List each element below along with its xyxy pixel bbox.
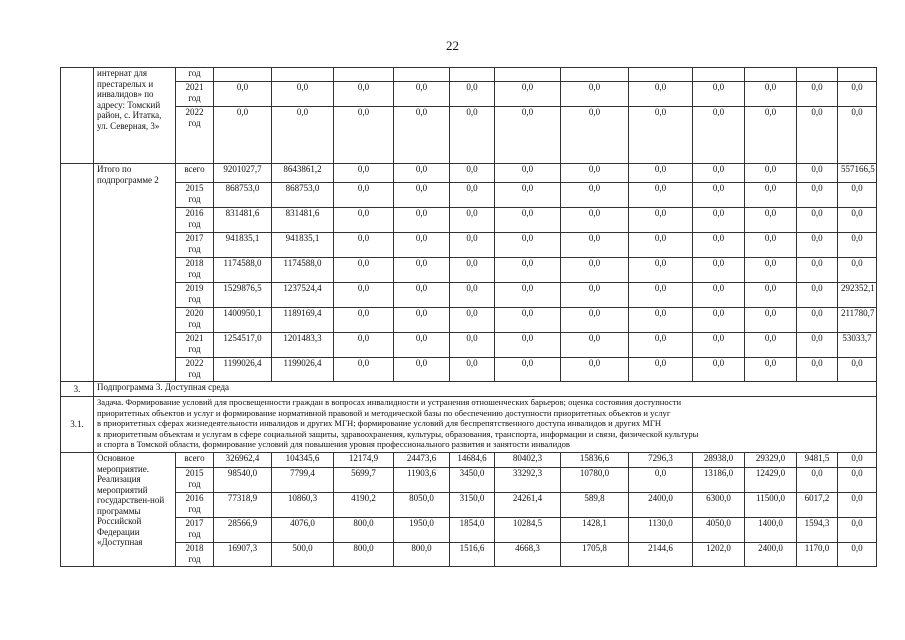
value-cell: 0,0 xyxy=(495,283,561,308)
budget-table xyxy=(60,67,877,567)
task-line: в приоритетных сферах жизнедеятельности инвалидов и других МГН; формирование условий для беспрепятственного доступа инвалидов и других МГН xyxy=(97,418,662,429)
value-cell: 0,0 xyxy=(693,82,745,107)
value-cell: 0,0 xyxy=(561,233,629,258)
value-cell xyxy=(394,68,450,82)
table-row xyxy=(61,208,877,233)
row-index-cell xyxy=(61,68,94,164)
value-cell: 0,0 xyxy=(450,258,495,283)
value-cell: 28938,0 xyxy=(693,453,745,468)
value-cell: 0,0 xyxy=(797,333,838,358)
value-cell: 10284,5 xyxy=(495,518,561,543)
value-cell: 0,0 xyxy=(629,107,693,164)
value-cell: 941835,1 xyxy=(214,233,272,258)
year-cell: 2017 год xyxy=(176,518,214,543)
value-cell: 0,0 xyxy=(693,333,745,358)
value-cell: 0,0 xyxy=(334,183,394,208)
value-cell: 0,0 xyxy=(838,233,877,258)
value-cell: 0,0 xyxy=(394,308,450,333)
value-cell: 4668,3 xyxy=(495,543,561,567)
value-cell: 24261,4 xyxy=(495,493,561,518)
year-cell: 2018 год xyxy=(176,543,214,567)
value-cell: 1854,0 xyxy=(450,518,495,543)
value-cell: 6017,2 xyxy=(797,493,838,518)
value-cell: 0,0 xyxy=(629,308,693,333)
value-cell: 326962,4 xyxy=(214,453,272,468)
value-cell: 0,0 xyxy=(561,164,629,183)
value-cell: 9481,5 xyxy=(797,453,838,468)
value-cell: 0,0 xyxy=(797,308,838,333)
value-cell: 0,0 xyxy=(629,358,693,382)
table-row xyxy=(61,82,877,107)
value-cell: 0,0 xyxy=(561,283,629,308)
value-cell: 0,0 xyxy=(450,308,495,333)
value-cell: 0,0 xyxy=(797,358,838,382)
value-cell: 211780,7 xyxy=(838,308,877,333)
table-row xyxy=(61,107,877,164)
value-cell: 0,0 xyxy=(495,308,561,333)
value-cell: 24473,6 xyxy=(394,453,450,468)
value-cell: 0,0 xyxy=(797,164,838,183)
value-cell: 0,0 xyxy=(394,258,450,283)
row-label-cell: интернат для престарелых и инвалидов» по адресу: Томский район, с. Итатка, ул. Северная, 3» xyxy=(94,68,176,164)
task-index: 3.1. xyxy=(61,397,94,453)
value-cell: 0,0 xyxy=(693,164,745,183)
value-cell: 0,0 xyxy=(693,258,745,283)
value-cell: 0,0 xyxy=(745,164,797,183)
table-row xyxy=(61,68,877,82)
value-cell: 0,0 xyxy=(450,333,495,358)
value-cell: 0,0 xyxy=(394,358,450,382)
table-row xyxy=(61,308,877,333)
value-cell: 0,0 xyxy=(838,82,877,107)
value-cell: 16907,3 xyxy=(214,543,272,567)
value-cell xyxy=(272,68,334,82)
value-cell: 15836,6 xyxy=(561,453,629,468)
table-row xyxy=(61,543,877,567)
value-cell: 0,0 xyxy=(629,258,693,283)
table-row xyxy=(61,468,877,493)
value-cell: 0,0 xyxy=(629,233,693,258)
value-cell: 0,0 xyxy=(561,258,629,283)
value-cell: 1170,0 xyxy=(797,543,838,567)
value-cell: 53033,7 xyxy=(838,333,877,358)
value-cell: 2144,6 xyxy=(629,543,693,567)
year-cell: 2021 год xyxy=(176,333,214,358)
value-cell: 11500,0 xyxy=(745,493,797,518)
value-cell: 10860,3 xyxy=(272,493,334,518)
value-cell: 557166,5 xyxy=(838,164,877,183)
value-cell: 0,0 xyxy=(561,183,629,208)
value-cell: 0,0 xyxy=(838,358,877,382)
value-cell: 0,0 xyxy=(394,183,450,208)
value-cell: 0,0 xyxy=(561,333,629,358)
value-cell: 80402,3 xyxy=(495,453,561,468)
value-cell: 0,0 xyxy=(450,183,495,208)
value-cell: 0,0 xyxy=(495,183,561,208)
value-cell: 0,0 xyxy=(797,233,838,258)
value-cell: 0,0 xyxy=(838,107,877,164)
task-line: и спорта в Томской области, формирование условий для повышения уровня профессионального развития и занятости инвалидов xyxy=(97,439,570,450)
value-cell: 0,0 xyxy=(495,358,561,382)
value-cell: 0,0 xyxy=(561,358,629,382)
value-cell: 0,0 xyxy=(693,308,745,333)
value-cell: 1516,6 xyxy=(450,543,495,567)
value-cell: 8050,0 xyxy=(394,493,450,518)
table-row xyxy=(61,283,877,308)
value-cell: 10780,0 xyxy=(561,468,629,493)
value-cell: 0,0 xyxy=(745,233,797,258)
value-cell: 0,0 xyxy=(450,233,495,258)
value-cell: 0,0 xyxy=(745,258,797,283)
value-cell: 1199026,4 xyxy=(272,358,334,382)
value-cell: 3450,0 xyxy=(450,468,495,493)
task-row xyxy=(61,397,877,453)
row-index-cell xyxy=(61,164,94,382)
value-cell: 0,0 xyxy=(394,283,450,308)
year-cell: всего xyxy=(176,453,214,468)
value-cell: 0,0 xyxy=(561,107,629,164)
value-cell: 33292,3 xyxy=(495,468,561,493)
value-cell: 0,0 xyxy=(214,107,272,164)
value-cell: 500,0 xyxy=(272,543,334,567)
year-cell: 2021 год xyxy=(176,82,214,107)
value-cell: 0,0 xyxy=(450,208,495,233)
value-cell: 0,0 xyxy=(629,333,693,358)
value-cell: 0,0 xyxy=(495,233,561,258)
value-cell: 77318,9 xyxy=(214,493,272,518)
value-cell: 0,0 xyxy=(334,333,394,358)
value-cell: 2400,0 xyxy=(745,543,797,567)
value-cell: 0,0 xyxy=(334,82,394,107)
task-description xyxy=(94,397,877,453)
value-cell: 0,0 xyxy=(838,183,877,208)
value-cell: 0,0 xyxy=(450,82,495,107)
value-cell: 104345,6 xyxy=(272,453,334,468)
value-cell: 0,0 xyxy=(745,82,797,107)
value-cell: 1400,0 xyxy=(745,518,797,543)
value-cell: 941835,1 xyxy=(272,233,334,258)
value-cell: 0,0 xyxy=(394,164,450,183)
row-index-cell xyxy=(61,453,94,567)
subprogram-index: 3. xyxy=(61,382,94,397)
value-cell: 1950,0 xyxy=(394,518,450,543)
value-cell: 0,0 xyxy=(629,164,693,183)
value-cell: 0,0 xyxy=(745,358,797,382)
value-cell: 0,0 xyxy=(693,283,745,308)
table-row xyxy=(61,453,877,468)
value-cell: 1529876,5 xyxy=(214,283,272,308)
value-cell: 0,0 xyxy=(334,233,394,258)
task-line: приоритетных объектов и услуг и формирование нормативной правовой и методической базы по обеспечению доступности приоритетных объектов и услуг xyxy=(97,407,671,418)
value-cell: 831481,6 xyxy=(214,208,272,233)
row-label-cell: Основное мероприятие. Реализация мероприятий государствен-ной программы Российской Федерации «Доступная xyxy=(94,453,176,567)
value-cell: 1400950,1 xyxy=(214,308,272,333)
value-cell: 1199026,4 xyxy=(214,358,272,382)
value-cell xyxy=(561,68,629,82)
value-cell: 0,0 xyxy=(450,107,495,164)
value-cell: 0,0 xyxy=(797,107,838,164)
value-cell: 0,0 xyxy=(561,82,629,107)
value-cell: 800,0 xyxy=(334,518,394,543)
value-cell: 0,0 xyxy=(745,283,797,308)
value-cell: 0,0 xyxy=(334,107,394,164)
value-cell: 0,0 xyxy=(495,333,561,358)
value-cell: 2400,0 xyxy=(629,493,693,518)
year-cell: 2015 год xyxy=(176,183,214,208)
value-cell: 0,0 xyxy=(272,107,334,164)
value-cell: 0,0 xyxy=(629,208,693,233)
value-cell: 0,0 xyxy=(450,358,495,382)
value-cell: 12174,9 xyxy=(334,453,394,468)
row-label-cell: Итого по подпрограмме 2 xyxy=(94,164,176,382)
value-cell: 7296,3 xyxy=(629,453,693,468)
value-cell: 1705,8 xyxy=(561,543,629,567)
task-line: к приоритетным объектам и услугам в сфере социальной защиты, здравоохранения, культуры, образования, транспорта, информации и связи, физической культуры xyxy=(97,428,699,439)
value-cell: 0,0 xyxy=(272,82,334,107)
value-cell: 29329,0 xyxy=(745,453,797,468)
value-cell xyxy=(629,68,693,82)
year-cell: всего xyxy=(176,164,214,183)
value-cell: 7799,4 xyxy=(272,468,334,493)
value-cell: 0,0 xyxy=(745,308,797,333)
value-cell xyxy=(838,68,877,82)
subprogram-row xyxy=(61,382,877,397)
value-cell: 0,0 xyxy=(838,518,877,543)
value-cell: 14684,6 xyxy=(450,453,495,468)
value-cell: 6300,0 xyxy=(693,493,745,518)
value-cell xyxy=(495,68,561,82)
value-cell: 0,0 xyxy=(334,308,394,333)
value-cell: 1130,0 xyxy=(629,518,693,543)
value-cell: 800,0 xyxy=(334,543,394,567)
value-cell: 0,0 xyxy=(334,283,394,308)
page-number: 22 xyxy=(446,38,459,53)
value-cell: 0,0 xyxy=(629,283,693,308)
value-cell: 0,0 xyxy=(495,164,561,183)
value-cell: 0,0 xyxy=(450,164,495,183)
value-cell: 868753,0 xyxy=(272,183,334,208)
value-cell xyxy=(693,68,745,82)
value-cell: 0,0 xyxy=(450,283,495,308)
value-cell xyxy=(214,68,272,82)
year-cell: 2018 год xyxy=(176,258,214,283)
value-cell: 0,0 xyxy=(394,208,450,233)
table-row xyxy=(61,493,877,518)
value-cell xyxy=(450,68,495,82)
value-cell: 0,0 xyxy=(745,208,797,233)
value-cell xyxy=(797,68,838,82)
value-cell xyxy=(745,68,797,82)
value-cell: 0,0 xyxy=(495,258,561,283)
value-cell: 0,0 xyxy=(838,543,877,567)
value-cell: 0,0 xyxy=(334,358,394,382)
value-cell: 4190,2 xyxy=(334,493,394,518)
value-cell: 1428,1 xyxy=(561,518,629,543)
value-cell: 0,0 xyxy=(693,208,745,233)
value-cell: 0,0 xyxy=(394,107,450,164)
value-cell xyxy=(334,68,394,82)
task-line: Задача. Формирование условий для просвещенности граждан в вопросах инвалидности и устранения отношенческих барьеров; оценка состояния доступности xyxy=(97,397,682,407)
value-cell: 0,0 xyxy=(797,258,838,283)
value-cell: 800,0 xyxy=(394,543,450,567)
value-cell: 0,0 xyxy=(693,358,745,382)
value-cell: 4076,0 xyxy=(272,518,334,543)
value-cell: 0,0 xyxy=(629,183,693,208)
value-cell: 0,0 xyxy=(495,82,561,107)
value-cell: 0,0 xyxy=(334,164,394,183)
year-cell: 2019 год xyxy=(176,283,214,308)
value-cell: 0,0 xyxy=(838,468,877,493)
value-cell: 0,0 xyxy=(838,453,877,468)
value-cell: 0,0 xyxy=(838,208,877,233)
value-cell: 0,0 xyxy=(797,468,838,493)
value-cell: 0,0 xyxy=(214,82,272,107)
value-cell: 831481,6 xyxy=(272,208,334,233)
value-cell: 0,0 xyxy=(838,493,877,518)
value-cell: 1189169,4 xyxy=(272,308,334,333)
year-cell: 2015 год xyxy=(176,468,214,493)
value-cell: 0,0 xyxy=(495,107,561,164)
table-row xyxy=(61,233,877,258)
value-cell: 12429,0 xyxy=(745,468,797,493)
year-cell: 2016 год xyxy=(176,493,214,518)
value-cell: 1237524,4 xyxy=(272,283,334,308)
value-cell: 0,0 xyxy=(334,258,394,283)
year-cell: год xyxy=(176,68,214,82)
value-cell: 0,0 xyxy=(797,82,838,107)
value-cell: 589,8 xyxy=(561,493,629,518)
value-cell: 0,0 xyxy=(561,308,629,333)
year-cell: 2016 год xyxy=(176,208,214,233)
value-cell: 1594,3 xyxy=(797,518,838,543)
value-cell: 13186,0 xyxy=(693,468,745,493)
table-row xyxy=(61,258,877,283)
value-cell: 0,0 xyxy=(693,233,745,258)
value-cell: 0,0 xyxy=(394,82,450,107)
value-cell: 0,0 xyxy=(495,208,561,233)
value-cell: 0,0 xyxy=(693,183,745,208)
value-cell: 0,0 xyxy=(394,233,450,258)
value-cell: 0,0 xyxy=(745,107,797,164)
value-cell: 11903,6 xyxy=(394,468,450,493)
year-cell: 2020 год xyxy=(176,308,214,333)
value-cell: 0,0 xyxy=(797,283,838,308)
value-cell: 0,0 xyxy=(394,333,450,358)
value-cell: 4050,0 xyxy=(693,518,745,543)
value-cell: 0,0 xyxy=(797,208,838,233)
value-cell: 292352,1 xyxy=(838,283,877,308)
value-cell: 0,0 xyxy=(334,208,394,233)
value-cell: 28566,9 xyxy=(214,518,272,543)
value-cell: 0,0 xyxy=(629,468,693,493)
year-cell: 2022 год xyxy=(176,107,214,164)
value-cell: 1174588,0 xyxy=(272,258,334,283)
value-cell: 0,0 xyxy=(561,208,629,233)
value-cell: 9201027,7 xyxy=(214,164,272,183)
table-row xyxy=(61,164,877,183)
value-cell: 868753,0 xyxy=(214,183,272,208)
value-cell: 0,0 xyxy=(745,333,797,358)
value-cell: 0,0 xyxy=(693,107,745,164)
value-cell: 5699,7 xyxy=(334,468,394,493)
value-cell: 1174588,0 xyxy=(214,258,272,283)
value-cell: 98540,0 xyxy=(214,468,272,493)
table-row xyxy=(61,183,877,208)
value-cell: 0,0 xyxy=(629,82,693,107)
value-cell: 0,0 xyxy=(838,258,877,283)
table-row xyxy=(61,358,877,382)
value-cell: 0,0 xyxy=(745,183,797,208)
value-cell: 1254517,0 xyxy=(214,333,272,358)
year-cell: 2022 год xyxy=(176,358,214,382)
table-row xyxy=(61,333,877,358)
year-cell: 2017 год xyxy=(176,233,214,258)
value-cell: 8643861,2 xyxy=(272,164,334,183)
table-row xyxy=(61,518,877,543)
value-cell: 1201483,3 xyxy=(272,333,334,358)
value-cell: 1202,0 xyxy=(693,543,745,567)
value-cell: 0,0 xyxy=(797,183,838,208)
value-cell: 3150,0 xyxy=(450,493,495,518)
subprogram-title: Подпрограмма 3. Доступная среда xyxy=(94,382,877,397)
